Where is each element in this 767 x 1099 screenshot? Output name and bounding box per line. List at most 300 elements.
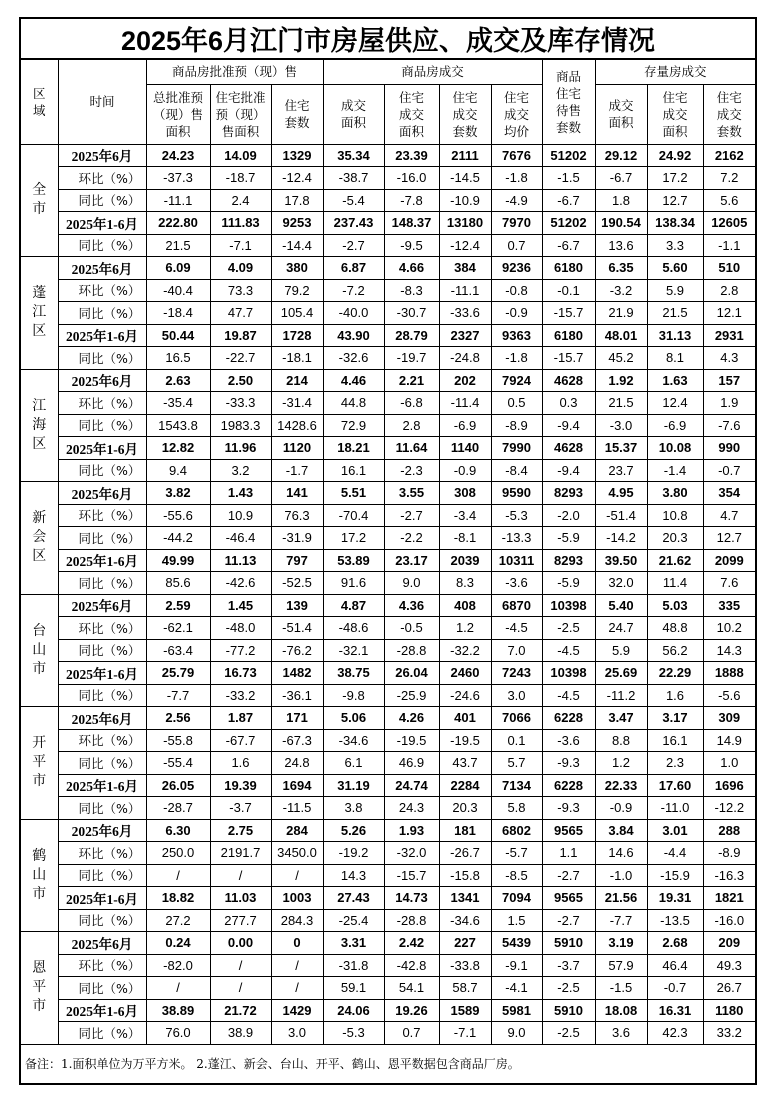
table-row: [20, 144, 756, 167]
data-cell: 6.30: [146, 819, 210, 842]
data-cell: -3.6: [491, 572, 542, 595]
data-cell: /: [146, 864, 210, 887]
data-cell: 5.8: [491, 797, 542, 820]
data-cell: 5.26: [323, 819, 384, 842]
data-cell: 10.2: [703, 617, 756, 640]
data-cell: 3.55: [384, 482, 439, 505]
data-cell: -0.7: [647, 977, 703, 1000]
header-resale-res-units: 住宅成交套数: [703, 84, 756, 144]
data-cell: 7.0: [491, 639, 542, 662]
data-cell: 21.5: [146, 234, 210, 257]
data-cell: 8.8: [595, 729, 647, 752]
data-cell: 209: [703, 932, 756, 955]
header-total-approved-area: 总批准预（现）售面积: [146, 84, 210, 144]
table-row: [20, 707, 756, 730]
data-cell: -6.8: [384, 392, 439, 415]
data-cell: 23.7: [595, 459, 647, 482]
table-row: [20, 1022, 756, 1045]
table-row: [20, 414, 756, 437]
region-name: 全市: [20, 144, 58, 257]
data-cell: 6.09: [146, 257, 210, 280]
data-cell: -24.8: [439, 347, 491, 370]
data-cell: 4.7: [703, 504, 756, 527]
data-cell: -8.3: [384, 279, 439, 302]
data-cell: -28.8: [384, 909, 439, 932]
row-label: 同比（%）: [58, 864, 146, 887]
data-cell: 51202: [542, 212, 595, 235]
data-cell: -42.8: [384, 954, 439, 977]
data-cell: 11.96: [210, 437, 271, 460]
table-row: [20, 527, 756, 550]
table-row: [20, 887, 756, 910]
data-cell: -1.5: [595, 977, 647, 1000]
data-cell: -67.7: [210, 729, 271, 752]
data-cell: -51.4: [595, 504, 647, 527]
data-cell: 5.40: [595, 594, 647, 617]
row-label: 同比（%）: [58, 189, 146, 212]
data-cell: -62.1: [146, 617, 210, 640]
data-cell: 16.5: [146, 347, 210, 370]
data-cell: 9565: [542, 887, 595, 910]
data-cell: 19.39: [210, 774, 271, 797]
data-cell: 2.63: [146, 369, 210, 392]
data-cell: 19.87: [210, 324, 271, 347]
data-cell: 8293: [542, 482, 595, 505]
data-cell: -3.6: [542, 729, 595, 752]
data-cell: 16.1: [323, 459, 384, 482]
data-cell: 1180: [703, 999, 756, 1022]
data-cell: -32.0: [384, 842, 439, 865]
data-cell: -7.6: [703, 414, 756, 437]
table-row: [20, 729, 756, 752]
data-cell: -19.5: [439, 729, 491, 752]
data-cell: 4.66: [384, 257, 439, 280]
data-cell: 58.7: [439, 977, 491, 1000]
data-cell: 190.54: [595, 212, 647, 235]
data-cell: -32.2: [439, 639, 491, 662]
region-name: 鹤山市: [20, 819, 58, 932]
data-cell: -48.0: [210, 617, 271, 640]
data-cell: 7.6: [703, 572, 756, 595]
row-label: 同比（%）: [58, 752, 146, 775]
row-label: 2025年6月: [58, 932, 146, 955]
data-cell: 3450.0: [271, 842, 323, 865]
data-cell: 2327: [439, 324, 491, 347]
table-row: [20, 549, 756, 572]
data-cell: -2.3: [384, 459, 439, 482]
row-label: 同比（%）: [58, 414, 146, 437]
data-cell: -0.9: [595, 797, 647, 820]
data-cell: -5.4: [323, 189, 384, 212]
report-container: [19, 17, 755, 1085]
data-cell: 16.73: [210, 662, 271, 685]
data-cell: -19.7: [384, 347, 439, 370]
data-cell: -55.4: [146, 752, 210, 775]
data-cell: 5.9: [595, 639, 647, 662]
data-cell: 21.9: [595, 302, 647, 325]
data-cell: 1.2: [439, 617, 491, 640]
data-cell: 2.56: [146, 707, 210, 730]
data-cell: 11.03: [210, 887, 271, 910]
data-cell: -6.7: [542, 189, 595, 212]
data-cell: 284: [271, 819, 323, 842]
data-cell: 510: [703, 257, 756, 280]
data-cell: -11.1: [146, 189, 210, 212]
data-cell: 56.2: [647, 639, 703, 662]
table-row: [20, 617, 756, 640]
data-cell: 46.9: [384, 752, 439, 775]
row-label: 环比（%）: [58, 954, 146, 977]
data-cell: 6802: [491, 819, 542, 842]
data-cell: -26.7: [439, 842, 491, 865]
data-cell: -5.3: [491, 504, 542, 527]
data-cell: -14.2: [595, 527, 647, 550]
data-cell: 21.56: [595, 887, 647, 910]
data-cell: 7990: [491, 437, 542, 460]
data-cell: -16.0: [703, 909, 756, 932]
data-cell: 5910: [542, 932, 595, 955]
data-cell: 3.0: [271, 1022, 323, 1045]
data-cell: 48.8: [647, 617, 703, 640]
data-cell: 6.35: [595, 257, 647, 280]
data-cell: -25.9: [384, 684, 439, 707]
data-cell: 2931: [703, 324, 756, 347]
data-cell: -2.2: [384, 527, 439, 550]
data-cell: -4.1: [491, 977, 542, 1000]
row-label: 2025年1-6月: [58, 774, 146, 797]
data-cell: 6180: [542, 324, 595, 347]
data-cell: 250.0: [146, 842, 210, 865]
row-label: 2025年6月: [58, 707, 146, 730]
data-cell: 4628: [542, 369, 595, 392]
data-cell: -3.7: [210, 797, 271, 820]
data-cell: 1694: [271, 774, 323, 797]
data-cell: -12.4: [439, 234, 491, 257]
row-label: 2025年6月: [58, 369, 146, 392]
data-cell: 54.1: [384, 977, 439, 1000]
data-cell: 12.4: [647, 392, 703, 415]
data-cell: -9.4: [542, 459, 595, 482]
table-row: [20, 392, 756, 415]
data-cell: 6228: [542, 774, 595, 797]
data-cell: 53.89: [323, 549, 384, 572]
data-cell: 3.19: [595, 932, 647, 955]
data-cell: 26.05: [146, 774, 210, 797]
data-cell: 24.74: [384, 774, 439, 797]
row-label: 环比（%）: [58, 392, 146, 415]
data-cell: 1482: [271, 662, 323, 685]
data-cell: -3.0: [595, 414, 647, 437]
data-cell: 12.82: [146, 437, 210, 460]
data-cell: -52.5: [271, 572, 323, 595]
data-cell: /: [271, 864, 323, 887]
data-cell: 3.0: [491, 684, 542, 707]
row-label: 同比（%）: [58, 684, 146, 707]
data-cell: 17.2: [323, 527, 384, 550]
row-label: 2025年1-6月: [58, 437, 146, 460]
data-cell: 17.60: [647, 774, 703, 797]
data-cell: 214: [271, 369, 323, 392]
data-cell: /: [210, 977, 271, 1000]
data-cell: 309: [703, 707, 756, 730]
header-res-deal-units: 住宅成交套数: [439, 84, 491, 144]
data-cell: -1.7: [271, 459, 323, 482]
data-cell: 0.7: [384, 1022, 439, 1045]
data-cell: -76.2: [271, 639, 323, 662]
data-cell: -0.1: [542, 279, 595, 302]
data-cell: 23.17: [384, 549, 439, 572]
table-row: [20, 842, 756, 865]
data-cell: 24.8: [271, 752, 323, 775]
data-cell: 43.7: [439, 752, 491, 775]
data-cell: 0: [271, 932, 323, 955]
data-cell: 5.03: [647, 594, 703, 617]
table-row: [20, 977, 756, 1000]
data-cell: 6.87: [323, 257, 384, 280]
data-cell: -14.5: [439, 167, 491, 190]
data-cell: 59.1: [323, 977, 384, 1000]
data-cell: 1428.6: [271, 414, 323, 437]
data-cell: -31.4: [271, 392, 323, 415]
table-row: [20, 662, 756, 685]
data-cell: 18.08: [595, 999, 647, 1022]
data-cell: 11.64: [384, 437, 439, 460]
data-cell: 38.75: [323, 662, 384, 685]
table-row: [20, 459, 756, 482]
data-cell: 7134: [491, 774, 542, 797]
table-row: [20, 212, 756, 235]
data-cell: 5.60: [647, 257, 703, 280]
row-label: 同比（%）: [58, 459, 146, 482]
table-row: [20, 954, 756, 977]
data-cell: 277.7: [210, 909, 271, 932]
data-cell: 14.3: [323, 864, 384, 887]
data-cell: 1543.8: [146, 414, 210, 437]
data-cell: 1888: [703, 662, 756, 685]
data-cell: 9.0: [384, 572, 439, 595]
data-cell: 2284: [439, 774, 491, 797]
row-label: 2025年6月: [58, 257, 146, 280]
data-cell: -0.9: [439, 459, 491, 482]
row-label: 同比（%）: [58, 527, 146, 550]
data-cell: -55.8: [146, 729, 210, 752]
data-cell: 45.2: [595, 347, 647, 370]
data-cell: 13.6: [595, 234, 647, 257]
data-cell: -11.5: [271, 797, 323, 820]
data-cell: 3.47: [595, 707, 647, 730]
data-cell: -9.3: [542, 752, 595, 775]
data-cell: 5981: [491, 999, 542, 1022]
table-row: [20, 639, 756, 662]
data-cell: 1696: [703, 774, 756, 797]
data-cell: 4.3: [703, 347, 756, 370]
data-cell: 39.50: [595, 549, 647, 572]
region-name: 江海区: [20, 369, 58, 482]
data-cell: 7243: [491, 662, 542, 685]
data-cell: -15.7: [542, 347, 595, 370]
data-cell: 6180: [542, 257, 595, 280]
data-cell: -4.5: [542, 684, 595, 707]
row-label: 2025年6月: [58, 819, 146, 842]
data-cell: 105.4: [271, 302, 323, 325]
data-cell: 15.37: [595, 437, 647, 460]
data-cell: 7970: [491, 212, 542, 235]
row-label: 2025年1-6月: [58, 212, 146, 235]
data-cell: -3.7: [542, 954, 595, 977]
data-cell: -5.7: [491, 842, 542, 865]
data-cell: 157: [703, 369, 756, 392]
data-cell: 1429: [271, 999, 323, 1022]
table-row: [20, 437, 756, 460]
data-cell: 24.92: [647, 144, 703, 167]
data-cell: -8.1: [439, 527, 491, 550]
table-row: [20, 167, 756, 190]
region-name: 恩平市: [20, 932, 58, 1045]
data-cell: 14.6: [595, 842, 647, 865]
data-cell: 2111: [439, 144, 491, 167]
row-label: 环比（%）: [58, 617, 146, 640]
table-row: [20, 279, 756, 302]
data-cell: 24.3: [384, 797, 439, 820]
data-cell: 12.7: [647, 189, 703, 212]
data-cell: 31.13: [647, 324, 703, 347]
data-cell: 22.33: [595, 774, 647, 797]
row-label: 2025年1-6月: [58, 662, 146, 685]
data-cell: 1.63: [647, 369, 703, 392]
data-cell: -8.9: [703, 842, 756, 865]
data-cell: -7.8: [384, 189, 439, 212]
data-cell: -7.2: [323, 279, 384, 302]
data-cell: 384: [439, 257, 491, 280]
table-row: [20, 819, 756, 842]
data-cell: 11.4: [647, 572, 703, 595]
data-cell: -34.6: [439, 909, 491, 932]
data-cell: 0.5: [491, 392, 542, 415]
data-cell: 3.31: [323, 932, 384, 955]
data-cell: 17.2: [647, 167, 703, 190]
table-row: [20, 932, 756, 955]
data-cell: 31.19: [323, 774, 384, 797]
data-cell: 12605: [703, 212, 756, 235]
data-cell: -7.7: [146, 684, 210, 707]
data-cell: 48.01: [595, 324, 647, 347]
data-cell: 11.13: [210, 549, 271, 572]
data-cell: -13.5: [647, 909, 703, 932]
data-cell: -18.4: [146, 302, 210, 325]
footnote: 备注：1.面积单位为万平方米。 2.蓬江、新会、台山、开平、鹤山、恩平数据包含商品厂房。: [20, 1044, 756, 1084]
data-cell: -2.7: [384, 504, 439, 527]
table-row: [20, 684, 756, 707]
housing-stats-table: [19, 17, 757, 1085]
header-time: 时间: [58, 59, 146, 144]
data-cell: 3.6: [595, 1022, 647, 1045]
data-cell: -40.4: [146, 279, 210, 302]
row-label: 2025年6月: [58, 482, 146, 505]
data-cell: -19.5: [384, 729, 439, 752]
data-cell: /: [271, 954, 323, 977]
data-cell: 380: [271, 257, 323, 280]
data-cell: -38.7: [323, 167, 384, 190]
data-cell: -8.5: [491, 864, 542, 887]
data-cell: 990: [703, 437, 756, 460]
data-cell: -2.5: [542, 617, 595, 640]
data-cell: 7924: [491, 369, 542, 392]
table-row: [20, 999, 756, 1022]
data-cell: 85.6: [146, 572, 210, 595]
data-cell: 171: [271, 707, 323, 730]
data-cell: -44.2: [146, 527, 210, 550]
data-cell: 8.3: [439, 572, 491, 595]
data-cell: 2460: [439, 662, 491, 685]
data-cell: 2.68: [647, 932, 703, 955]
data-cell: 1.5: [491, 909, 542, 932]
data-cell: 3.3: [647, 234, 703, 257]
data-cell: 2.50: [210, 369, 271, 392]
data-cell: 25.79: [146, 662, 210, 685]
data-cell: 1.1: [542, 842, 595, 865]
data-cell: -6.7: [595, 167, 647, 190]
data-cell: -2.5: [542, 1022, 595, 1045]
data-cell: 202: [439, 369, 491, 392]
row-label: 同比（%）: [58, 639, 146, 662]
row-label: 环比（%）: [58, 729, 146, 752]
row-label: 2025年1-6月: [58, 999, 146, 1022]
data-cell: 7094: [491, 887, 542, 910]
data-cell: 0.3: [542, 392, 595, 415]
data-cell: -11.4: [439, 392, 491, 415]
header-region: 区域: [20, 59, 58, 144]
data-cell: 2.21: [384, 369, 439, 392]
data-cell: 8.1: [647, 347, 703, 370]
row-label: 同比（%）: [58, 977, 146, 1000]
data-cell: -10.9: [439, 189, 491, 212]
data-cell: 7066: [491, 707, 542, 730]
header-group-newsale: 商品房成交: [323, 59, 542, 84]
data-cell: 3.17: [647, 707, 703, 730]
data-cell: -2.7: [542, 864, 595, 887]
data-cell: -32.1: [323, 639, 384, 662]
data-cell: -1.5: [542, 167, 595, 190]
page-title: 2025年6月江门市房屋供应、成交及库存情况: [20, 18, 756, 59]
data-cell: 23.39: [384, 144, 439, 167]
data-cell: 141: [271, 482, 323, 505]
table-row: [20, 302, 756, 325]
data-cell: -15.9: [647, 864, 703, 887]
header-res-deal-area: 住宅成交面积: [384, 84, 439, 144]
data-cell: 21.5: [595, 392, 647, 415]
data-cell: 1.92: [595, 369, 647, 392]
data-cell: -1.1: [703, 234, 756, 257]
data-cell: -5.6: [703, 684, 756, 707]
data-cell: -35.4: [146, 392, 210, 415]
data-cell: 22.29: [647, 662, 703, 685]
data-cell: 29.12: [595, 144, 647, 167]
data-cell: 2.8: [703, 279, 756, 302]
data-cell: -9.4: [542, 414, 595, 437]
data-cell: -12.4: [271, 167, 323, 190]
data-cell: -33.2: [210, 684, 271, 707]
row-label: 同比（%）: [58, 797, 146, 820]
data-cell: 10.08: [647, 437, 703, 460]
data-cell: -15.7: [384, 864, 439, 887]
data-cell: -1.8: [491, 347, 542, 370]
data-cell: 16.31: [647, 999, 703, 1022]
data-cell: -2.0: [542, 504, 595, 527]
data-cell: 1.2: [595, 752, 647, 775]
data-cell: 73.3: [210, 279, 271, 302]
data-cell: 16.1: [647, 729, 703, 752]
data-cell: -18.7: [210, 167, 271, 190]
